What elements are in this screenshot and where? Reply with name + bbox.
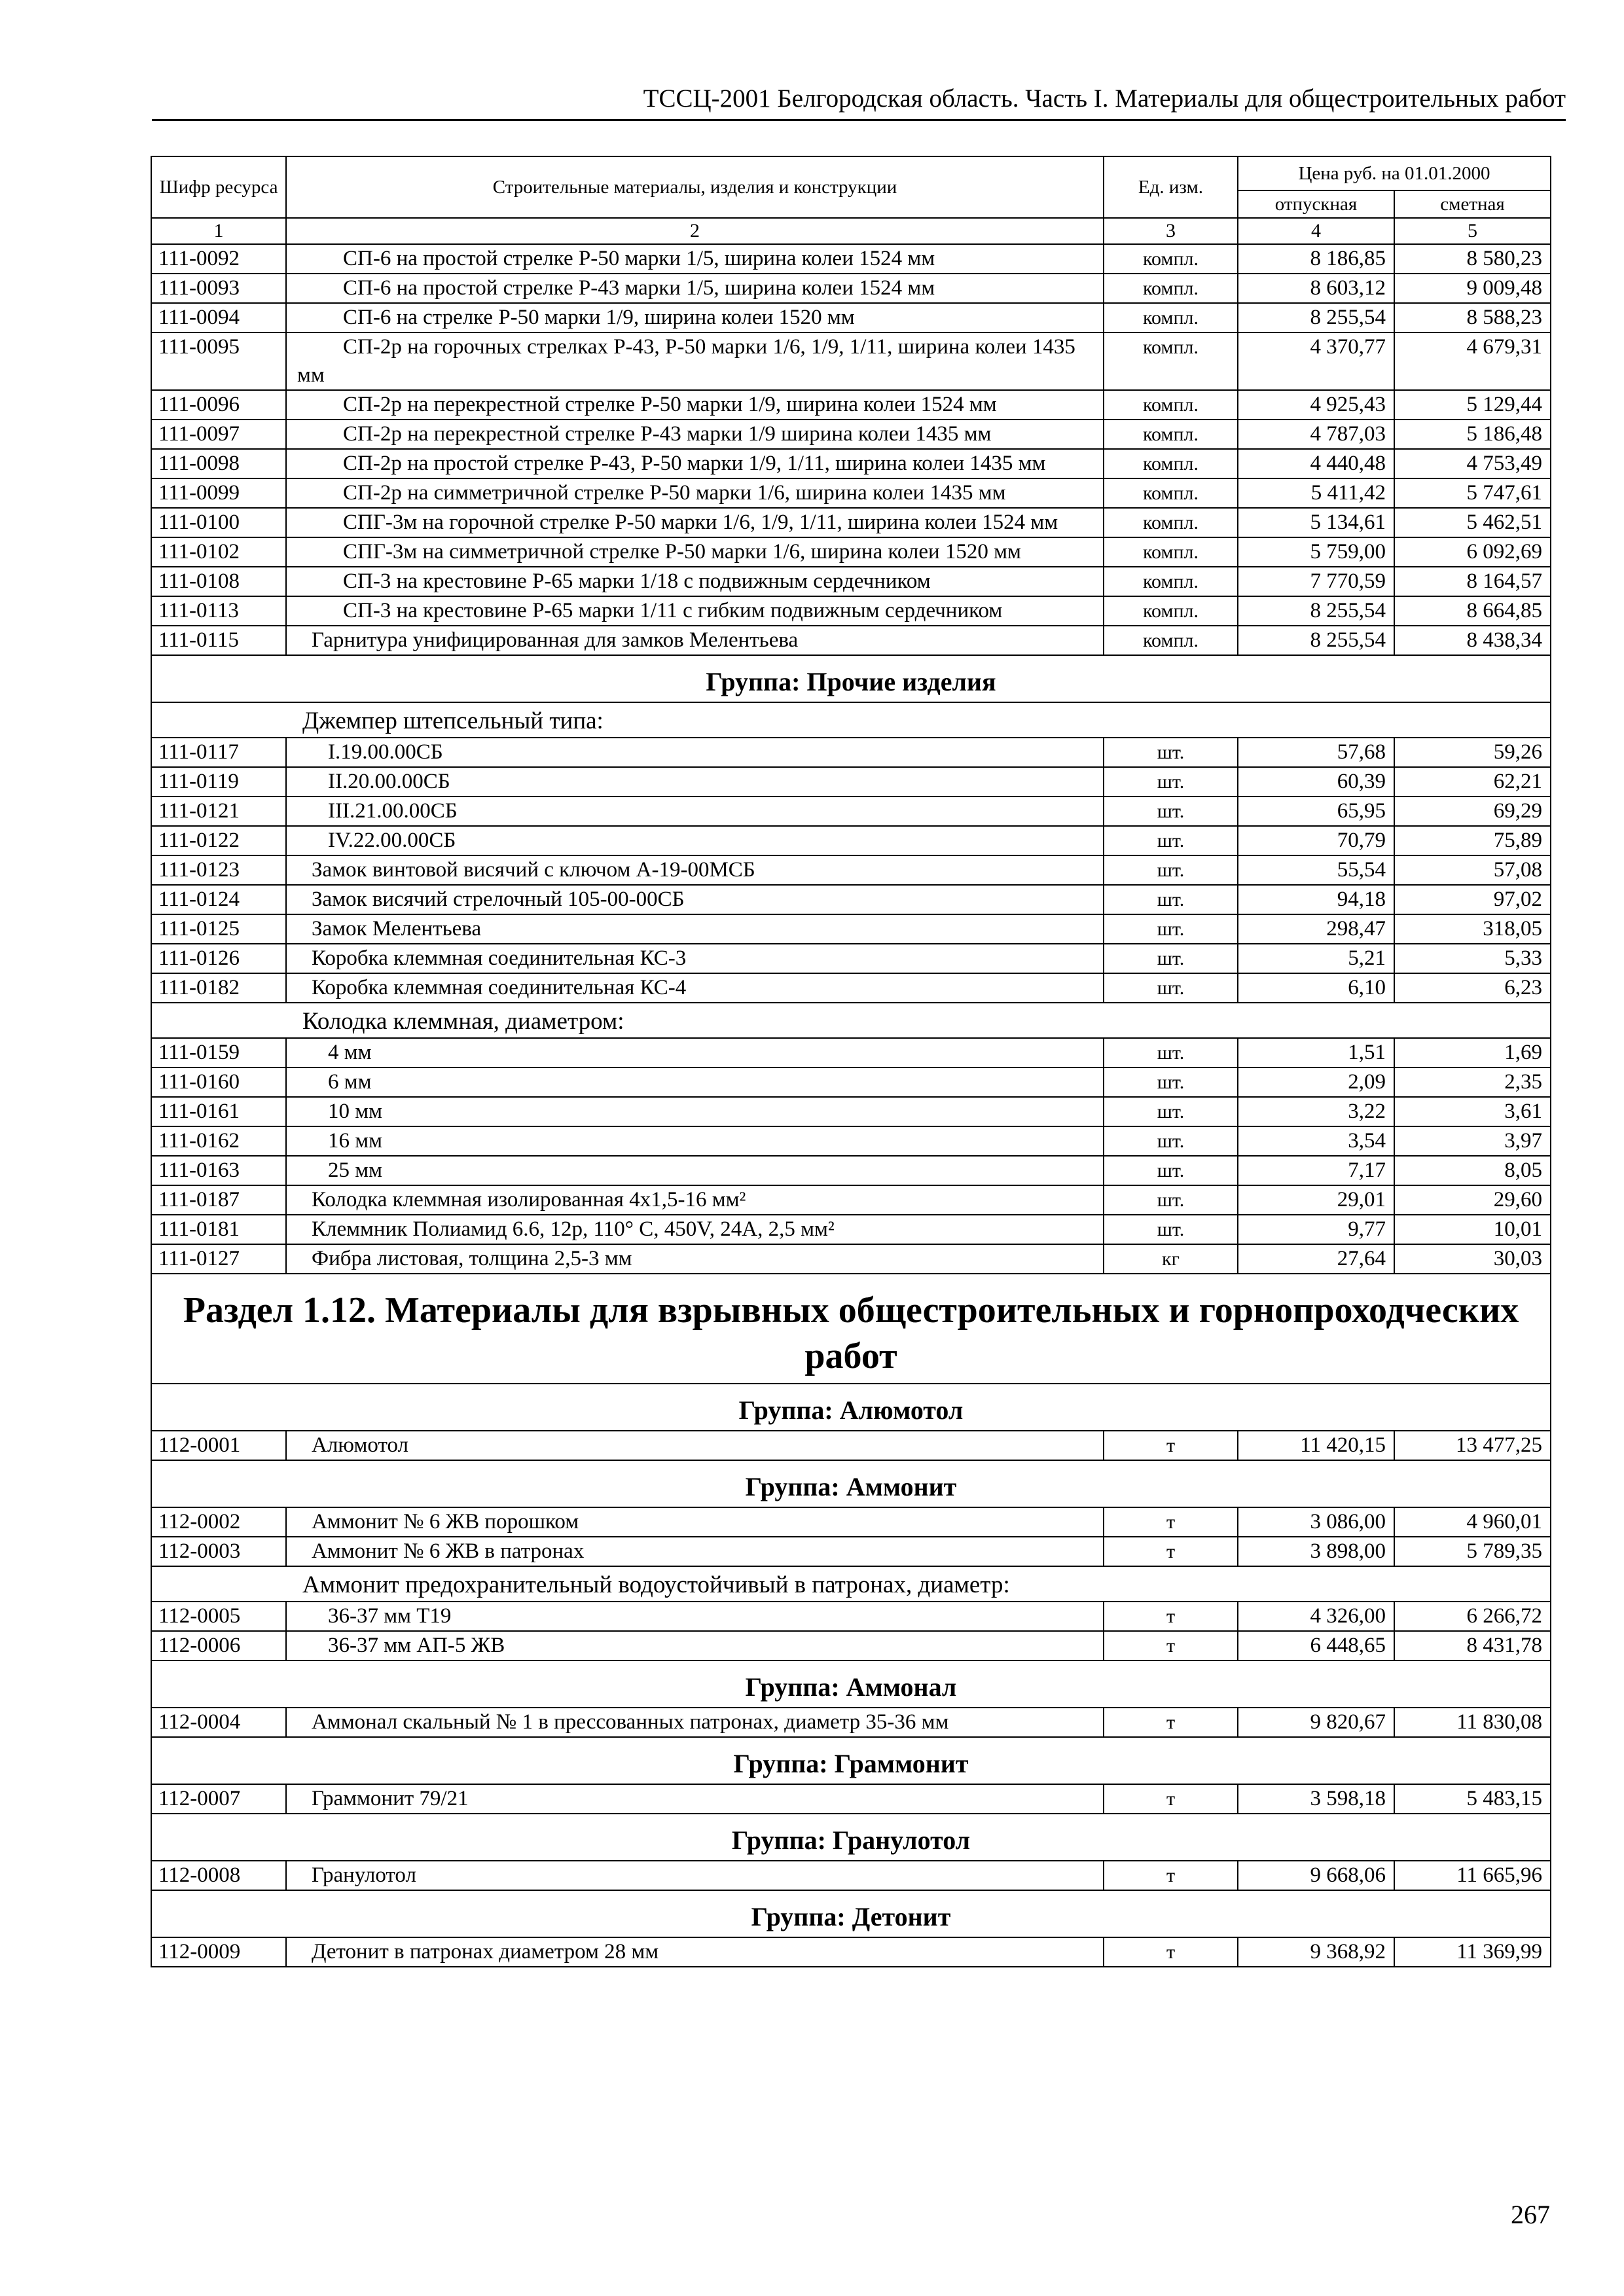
price-release: 7,17 <box>1238 1156 1394 1185</box>
table-row <box>151 390 1551 420</box>
table-row <box>151 1156 1551 1185</box>
price-release: 55,54 <box>1238 855 1394 885</box>
table-row <box>151 738 1551 767</box>
price-estimate: 3,61 <box>1394 1097 1551 1126</box>
table-row <box>151 449 1551 478</box>
price-release: 57,68 <box>1238 738 1394 767</box>
price-release: 8 186,85 <box>1238 244 1394 274</box>
material-name: 36-37 мм АП-5 ЖВ <box>286 1631 1104 1660</box>
column-number: 2 <box>286 218 1104 244</box>
material-name: СПГ-3м на горочной стрелке Р-50 марки 1/6, 1/9, 1/11, ширина колеи 1524 мм <box>286 508 1104 537</box>
header-price-estimate: сметная <box>1394 190 1551 218</box>
price-estimate: 4 679,31 <box>1394 332 1551 390</box>
unit-of-measure: шт. <box>1104 1156 1238 1185</box>
price-release: 5 411,42 <box>1238 478 1394 508</box>
material-name: Фибра листовая, толщина 2,5-3 мм <box>286 1244 1104 1274</box>
header-name: Строительные материалы, изделия и конструкции <box>286 156 1104 218</box>
unit-of-measure: компл. <box>1104 537 1238 567</box>
material-name: Детонит в патронах диаметром 28 мм <box>286 1937 1104 1967</box>
price-estimate: 4 960,01 <box>1394 1507 1551 1537</box>
resource-code: 111-0092 <box>151 244 286 274</box>
material-name: Аммонит № 6 ЖВ в патронах <box>286 1537 1104 1566</box>
price-estimate: 6,23 <box>1394 973 1551 1003</box>
price-estimate: 5 462,51 <box>1394 508 1551 537</box>
resource-code: 111-0098 <box>151 449 286 478</box>
price-estimate: 8 438,34 <box>1394 626 1551 655</box>
table-row <box>151 1097 1551 1126</box>
resource-code: 111-0126 <box>151 944 286 973</box>
table-row <box>151 478 1551 508</box>
table-row <box>151 1631 1551 1660</box>
price-release: 298,47 <box>1238 914 1394 944</box>
resource-code: 111-0124 <box>151 885 286 914</box>
price-release: 9 368,92 <box>1238 1937 1394 1967</box>
unit-of-measure: т <box>1104 1537 1238 1566</box>
unit-of-measure: шт. <box>1104 973 1238 1003</box>
page-header <box>152 80 1566 121</box>
group-row <box>151 1737 1551 1784</box>
price-release: 3 898,00 <box>1238 1537 1394 1566</box>
price-estimate: 62,21 <box>1394 767 1551 797</box>
unit-of-measure: компл. <box>1104 332 1238 390</box>
price-release: 5 134,61 <box>1238 508 1394 537</box>
table-row <box>151 1861 1551 1890</box>
material-name: 25 мм <box>286 1156 1104 1185</box>
price-estimate: 30,03 <box>1394 1244 1551 1274</box>
price-release: 8 255,54 <box>1238 596 1394 626</box>
column-number: 3 <box>1104 218 1238 244</box>
table-row <box>151 1431 1551 1460</box>
table-row <box>151 1784 1551 1814</box>
table-row <box>151 885 1551 914</box>
price-release: 9,77 <box>1238 1215 1394 1244</box>
price-estimate: 318,05 <box>1394 914 1551 944</box>
material-name: Аммонит № 6 ЖВ порошком <box>286 1507 1104 1537</box>
page-number: 267 <box>1511 2200 1550 2229</box>
group-row <box>151 1460 1551 1507</box>
resource-code: 112-0002 <box>151 1507 286 1537</box>
unit-of-measure: компл. <box>1104 303 1238 332</box>
table-row <box>151 1708 1551 1737</box>
table-row <box>151 914 1551 944</box>
price-estimate: 97,02 <box>1394 885 1551 914</box>
price-estimate: 1,69 <box>1394 1038 1551 1067</box>
material-name: Клеммник Полиамид 6.6, 12р, 110° С, 450V, 24А, 2,5 мм² <box>286 1215 1104 1244</box>
price-estimate: 8 664,85 <box>1394 596 1551 626</box>
resource-code: 112-0004 <box>151 1708 286 1737</box>
price-estimate: 11 830,08 <box>1394 1708 1551 1737</box>
unit-of-measure: т <box>1104 1937 1238 1967</box>
price-estimate: 13 477,25 <box>1394 1431 1551 1460</box>
price-release: 4 925,43 <box>1238 390 1394 420</box>
resource-code: 111-0094 <box>151 303 286 332</box>
group-row <box>151 1814 1551 1861</box>
group-title: Группа: Детонит <box>151 1890 1551 1937</box>
group-title: Группа: Аммонал <box>151 1660 1551 1708</box>
price-release: 3 598,18 <box>1238 1784 1394 1814</box>
table-row <box>151 303 1551 332</box>
price-release: 4 440,48 <box>1238 449 1394 478</box>
subgroup-row <box>151 1566 1551 1602</box>
column-number: 4 <box>1238 218 1394 244</box>
unit-of-measure: шт. <box>1104 1185 1238 1215</box>
subgroup-row <box>151 1003 1551 1038</box>
resource-code: 112-0007 <box>151 1784 286 1814</box>
table-row <box>151 1215 1551 1244</box>
group-row <box>151 1660 1551 1708</box>
unit-of-measure: т <box>1104 1708 1238 1737</box>
price-release: 11 420,15 <box>1238 1431 1394 1460</box>
header-price: Цена руб. на 01.01.2000 <box>1238 156 1551 190</box>
resource-code: 111-0117 <box>151 738 286 767</box>
unit-of-measure: компл. <box>1104 390 1238 420</box>
resource-code: 112-0005 <box>151 1602 286 1631</box>
resource-code: 112-0008 <box>151 1861 286 1890</box>
unit-of-measure: т <box>1104 1507 1238 1537</box>
material-name: Замок Мелентьева <box>286 914 1104 944</box>
unit-of-measure: шт. <box>1104 797 1238 826</box>
unit-of-measure: компл. <box>1104 478 1238 508</box>
price-estimate: 69,29 <box>1394 797 1551 826</box>
resource-code: 111-0181 <box>151 1215 286 1244</box>
group-row <box>151 1890 1551 1937</box>
unit-of-measure: шт. <box>1104 738 1238 767</box>
material-name: IV.22.00.00СБ <box>286 826 1104 855</box>
price-table <box>151 156 1551 1967</box>
table-row <box>151 1537 1551 1566</box>
unit-of-measure: кг <box>1104 1244 1238 1274</box>
group-row <box>151 1384 1551 1431</box>
table-row <box>151 973 1551 1003</box>
material-name: III.21.00.00СБ <box>286 797 1104 826</box>
unit-of-measure: шт. <box>1104 826 1238 855</box>
price-estimate: 6 092,69 <box>1394 537 1551 567</box>
material-name: Коробка клеммная соединительная КС-3 <box>286 944 1104 973</box>
table-row <box>151 596 1551 626</box>
price-release: 3,54 <box>1238 1126 1394 1156</box>
group-title: Группа: Прочие изделия <box>151 655 1551 702</box>
price-release: 70,79 <box>1238 826 1394 855</box>
resource-code: 112-0009 <box>151 1937 286 1967</box>
price-release: 2,09 <box>1238 1067 1394 1097</box>
price-release: 4 326,00 <box>1238 1602 1394 1631</box>
price-estimate: 5 186,48 <box>1394 420 1551 449</box>
resource-code: 111-0125 <box>151 914 286 944</box>
material-name: Аммонал скальный № 1 в прессованных патронах, диаметр 35-36 мм <box>286 1708 1104 1737</box>
material-name: 4 мм <box>286 1038 1104 1067</box>
price-estimate: 11 369,99 <box>1394 1937 1551 1967</box>
resource-code: 111-0095 <box>151 332 286 390</box>
unit-of-measure: шт. <box>1104 944 1238 973</box>
price-estimate: 8 431,78 <box>1394 1631 1551 1660</box>
material-name: Алюмотол <box>286 1431 1104 1460</box>
resource-code: 112-0006 <box>151 1631 286 1660</box>
unit-of-measure: шт. <box>1104 767 1238 797</box>
subgroup-title: Аммонит предохранительный водоустойчивый в патронах, диаметр: <box>151 1566 1551 1602</box>
table-row <box>151 626 1551 655</box>
price-estimate: 8 164,57 <box>1394 567 1551 596</box>
header-title: ТССЦ-2001 Белгородская область. Часть I. Материалы для общестроительных работ <box>643 84 1566 113</box>
price-release: 5,21 <box>1238 944 1394 973</box>
price-release: 8 603,12 <box>1238 274 1394 303</box>
material-name: 6 мм <box>286 1067 1104 1097</box>
unit-of-measure: шт. <box>1104 1038 1238 1067</box>
price-release: 3,22 <box>1238 1097 1394 1126</box>
table-row <box>151 508 1551 537</box>
price-release: 9 820,67 <box>1238 1708 1394 1737</box>
section-title: Раздел 1.12. Материалы для взрывных общестроительных и горнопроходческих работ <box>151 1274 1551 1384</box>
subgroup-title: Колодка клеммная, диаметром: <box>151 1003 1551 1038</box>
price-estimate: 5 747,61 <box>1394 478 1551 508</box>
unit-of-measure: т <box>1104 1861 1238 1890</box>
price-estimate: 3,97 <box>1394 1126 1551 1156</box>
table-row <box>151 767 1551 797</box>
price-estimate: 4 753,49 <box>1394 449 1551 478</box>
resource-code: 111-0162 <box>151 1126 286 1156</box>
material-name: СП-6 на стрелке Р-50 марки 1/9, ширина колеи 1520 мм <box>286 303 1104 332</box>
price-estimate: 10,01 <box>1394 1215 1551 1244</box>
price-release: 1,51 <box>1238 1038 1394 1067</box>
resource-code: 111-0093 <box>151 274 286 303</box>
resource-code: 111-0121 <box>151 797 286 826</box>
price-estimate: 59,26 <box>1394 738 1551 767</box>
price-release: 4 787,03 <box>1238 420 1394 449</box>
resource-code: 111-0127 <box>151 1244 286 1274</box>
resource-code: 111-0099 <box>151 478 286 508</box>
resource-code: 111-0102 <box>151 537 286 567</box>
table-row <box>151 274 1551 303</box>
material-name: 16 мм <box>286 1126 1104 1156</box>
resource-code: 111-0108 <box>151 567 286 596</box>
material-name: Граммонит 79/21 <box>286 1784 1104 1814</box>
resource-code: 111-0122 <box>151 826 286 855</box>
material-name: СП-2р на симметричной стрелке Р-50 марки 1/6, ширина колеи 1435 мм <box>286 478 1104 508</box>
table-row <box>151 1937 1551 1967</box>
price-release: 60,39 <box>1238 767 1394 797</box>
price-release: 27,64 <box>1238 1244 1394 1274</box>
unit-of-measure: компл. <box>1104 420 1238 449</box>
table-row <box>151 1038 1551 1067</box>
price-release: 8 255,54 <box>1238 626 1394 655</box>
price-release: 8 255,54 <box>1238 303 1394 332</box>
table-row <box>151 420 1551 449</box>
resource-code: 111-0161 <box>151 1097 286 1126</box>
material-name: СП-6 на простой стрелке Р-50 марки 1/5, ширина колеи 1524 мм <box>286 244 1104 274</box>
unit-of-measure: шт. <box>1104 1215 1238 1244</box>
table-row <box>151 797 1551 826</box>
unit-of-measure: т <box>1104 1602 1238 1631</box>
unit-of-measure: компл. <box>1104 449 1238 478</box>
price-release: 6 448,65 <box>1238 1631 1394 1660</box>
section-row <box>151 1274 1551 1384</box>
unit-of-measure: компл. <box>1104 244 1238 274</box>
table-row <box>151 1067 1551 1097</box>
unit-of-measure: шт. <box>1104 914 1238 944</box>
price-estimate: 6 266,72 <box>1394 1602 1551 1631</box>
unit-of-measure: шт. <box>1104 855 1238 885</box>
group-title: Группа: Алюмотол <box>151 1384 1551 1431</box>
table-row <box>151 1185 1551 1215</box>
price-estimate: 8 588,23 <box>1394 303 1551 332</box>
unit-of-measure: компл. <box>1104 626 1238 655</box>
unit-of-measure: компл. <box>1104 596 1238 626</box>
table-row <box>151 826 1551 855</box>
material-name: Гранулотол <box>286 1861 1104 1890</box>
material-name: Коробка клеммная соединительная КС-4 <box>286 973 1104 1003</box>
table-row <box>151 567 1551 596</box>
resource-code: 112-0001 <box>151 1431 286 1460</box>
material-name: СП-2р на перекрестной стрелке Р-43 марки 1/9 ширина колеи 1435 мм <box>286 420 1104 449</box>
material-name: Колодка клеммная изолированная 4х1,5-16 мм² <box>286 1185 1104 1215</box>
table-row <box>151 855 1551 885</box>
price-table-container <box>151 156 1550 1967</box>
price-estimate: 57,08 <box>1394 855 1551 885</box>
resource-code: 111-0096 <box>151 390 286 420</box>
price-release: 5 759,00 <box>1238 537 1394 567</box>
table-row <box>151 332 1551 390</box>
unit-of-measure: т <box>1104 1631 1238 1660</box>
price-estimate: 75,89 <box>1394 826 1551 855</box>
unit-of-measure: шт. <box>1104 1097 1238 1126</box>
material-name: II.20.00.00СБ <box>286 767 1104 797</box>
table-row <box>151 1126 1551 1156</box>
price-estimate: 8,05 <box>1394 1156 1551 1185</box>
material-name: Замок винтовой висячий с ключом А-19-00МСБ <box>286 855 1104 885</box>
unit-of-measure: компл. <box>1104 508 1238 537</box>
material-name: СП-6 на простой стрелке Р-43 марки 1/5, ширина колеи 1524 мм <box>286 274 1104 303</box>
resource-code: 111-0159 <box>151 1038 286 1067</box>
price-estimate: 8 580,23 <box>1394 244 1551 274</box>
unit-of-measure: шт. <box>1104 1126 1238 1156</box>
material-name: 36-37 мм Т19 <box>286 1602 1104 1631</box>
resource-code: 111-0113 <box>151 596 286 626</box>
material-name: СП-2р на горочных стрелках Р-43, Р-50 марки 1/6, 1/9, 1/11, ширина колеи 1435 мм <box>286 332 1104 390</box>
resource-code: 111-0182 <box>151 973 286 1003</box>
price-release: 94,18 <box>1238 885 1394 914</box>
price-estimate: 5 483,15 <box>1394 1784 1551 1814</box>
unit-of-measure: шт. <box>1104 885 1238 914</box>
table-row <box>151 944 1551 973</box>
material-name: I.19.00.00СБ <box>286 738 1104 767</box>
price-estimate: 9 009,48 <box>1394 274 1551 303</box>
group-row <box>151 655 1551 702</box>
group-title: Группа: Граммонит <box>151 1737 1551 1784</box>
table-body <box>151 244 1551 1967</box>
material-name: 10 мм <box>286 1097 1104 1126</box>
price-estimate: 2,35 <box>1394 1067 1551 1097</box>
column-number: 1 <box>151 218 286 244</box>
material-name: СПГ-3м на симметричной стрелке Р-50 марки 1/6, ширина колеи 1520 мм <box>286 537 1104 567</box>
price-release: 29,01 <box>1238 1185 1394 1215</box>
material-name: СП-2р на простой стрелке Р-43, Р-50 марки 1/9, 1/11, ширина колеи 1435 мм <box>286 449 1104 478</box>
unit-of-measure: шт. <box>1104 1067 1238 1097</box>
resource-code: 111-0123 <box>151 855 286 885</box>
price-release: 7 770,59 <box>1238 567 1394 596</box>
price-release: 9 668,06 <box>1238 1861 1394 1890</box>
material-name: СП-2р на перекрестной стрелке Р-50 марки 1/9, ширина колеи 1524 мм <box>286 390 1104 420</box>
table-row <box>151 1507 1551 1537</box>
price-release: 65,95 <box>1238 797 1394 826</box>
column-number: 5 <box>1394 218 1551 244</box>
resource-code: 111-0163 <box>151 1156 286 1185</box>
table-row <box>151 244 1551 274</box>
price-estimate: 5 129,44 <box>1394 390 1551 420</box>
resource-code: 111-0115 <box>151 626 286 655</box>
subgroup-row <box>151 702 1551 738</box>
unit-of-measure: компл. <box>1104 567 1238 596</box>
price-estimate: 29,60 <box>1394 1185 1551 1215</box>
material-name: Гарнитура унифицированная для замков Мелентьева <box>286 626 1104 655</box>
price-release: 6,10 <box>1238 973 1394 1003</box>
resource-code: 111-0097 <box>151 420 286 449</box>
header-code: Шифр ресурса <box>151 156 286 218</box>
resource-code: 111-0100 <box>151 508 286 537</box>
group-title: Группа: Аммонит <box>151 1460 1551 1507</box>
resource-code: 111-0160 <box>151 1067 286 1097</box>
material-name: СП-3 на крестовине Р-65 марки 1/18 с подвижным сердечником <box>286 567 1104 596</box>
header-price-release: отпускная <box>1238 190 1394 218</box>
group-title: Группа: Гранулотол <box>151 1814 1551 1861</box>
unit-of-measure: т <box>1104 1431 1238 1460</box>
resource-code: 111-0187 <box>151 1185 286 1215</box>
resource-code: 112-0003 <box>151 1537 286 1566</box>
unit-of-measure: т <box>1104 1784 1238 1814</box>
price-release: 4 370,77 <box>1238 332 1394 390</box>
material-name: СП-3 на крестовине Р-65 марки 1/11 с гибким подвижным сердечником <box>286 596 1104 626</box>
price-estimate: 5,33 <box>1394 944 1551 973</box>
unit-of-measure: компл. <box>1104 274 1238 303</box>
material-name: Замок висячий стрелочный 105-00-00СБ <box>286 885 1104 914</box>
price-estimate: 11 665,96 <box>1394 1861 1551 1890</box>
subgroup-title: Джемпер штепсельный типа: <box>151 702 1551 738</box>
price-estimate: 5 789,35 <box>1394 1537 1551 1566</box>
table-row <box>151 1244 1551 1274</box>
header-unit: Ед. изм. <box>1104 156 1238 218</box>
resource-code: 111-0119 <box>151 767 286 797</box>
table-row <box>151 1602 1551 1631</box>
price-release: 3 086,00 <box>1238 1507 1394 1537</box>
table-row <box>151 537 1551 567</box>
